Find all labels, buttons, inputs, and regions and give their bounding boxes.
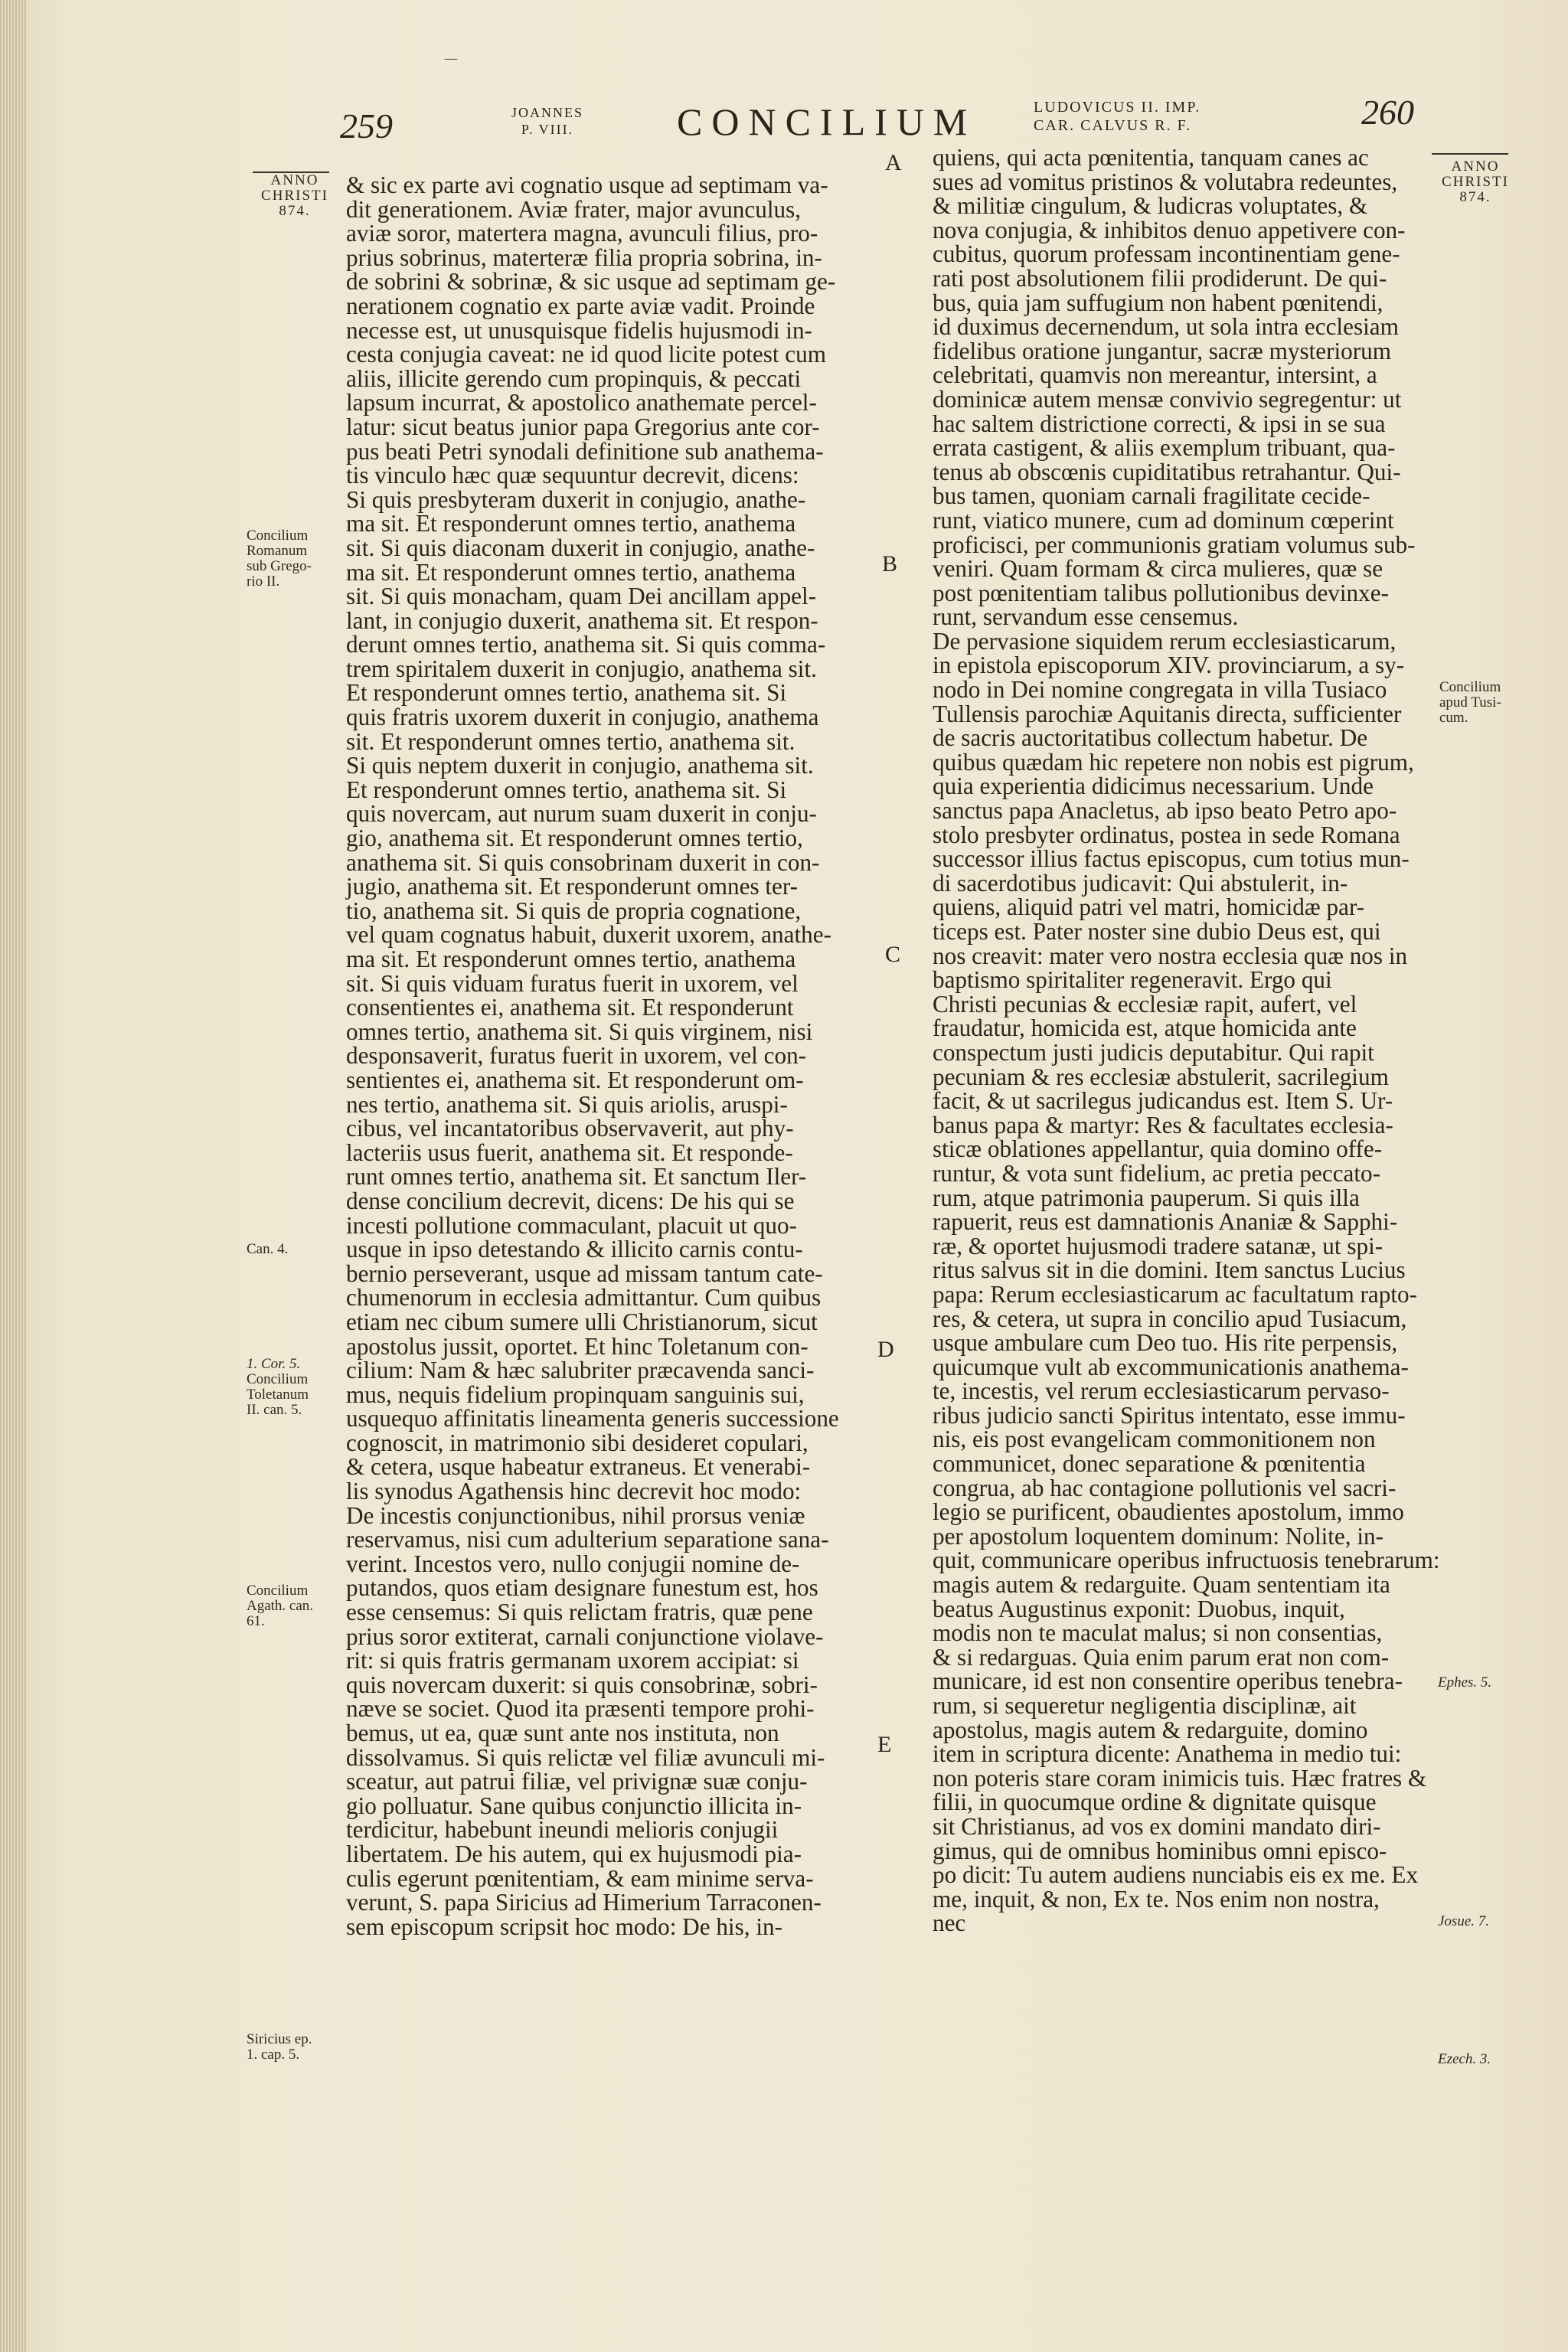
margin-note-line: Josue. 7. [1438,1913,1490,1929]
running-head-right [1034,98,1200,135]
text-line: baptismo spiritaliter regeneravit. Ergo qui [933,966,1332,994]
text-line: esse censemus: Si quis relictam fratris, quæ pene [346,1599,813,1626]
text-line: mus, nequis fidelium propinquam sanguinis sui, [346,1380,805,1408]
text-line: Tullensis parochiæ Aquitanis directa, sufficienter [933,700,1402,727]
text-line: non poteris stare coram inimicis tuis. Hæc fratres & [933,1764,1427,1792]
text-line: verint. Incestos vero, nullo conjugii nomine de- [346,1550,800,1577]
margin-year-line: ANNO [1451,158,1500,175]
text-line: ma sit. Et responderunt omnes tertio, anathema [346,558,796,586]
text-line: gio, anathema sit. Et responderunt omnes tertio, [346,825,803,852]
text-line: & si redarguas. Quia enim parum erat non com- [933,1643,1390,1671]
margin-note-line: sub Grego- [247,558,312,574]
text-line: cilium: Nam & hæc salubriter præcavenda sanci- [346,1357,815,1384]
text-line: ticeps est. Pater noster sine dubio Deus est, qui [933,918,1381,945]
text-line: municare, id est non consentire operibus tenebra- [933,1668,1403,1695]
margin-note-line: apud Tusi- [1439,694,1501,710]
text-line: quis novercam, aut nurum suam duxerit in conju- [346,800,817,828]
text-line: rapuerit, reus est damnationis Ananiæ & Sapphi- [933,1208,1398,1236]
text-line: ma sit. Et responderunt omnes tertio, anathema [346,946,796,972]
margin-note-line: 61. [247,1613,265,1629]
margin-note [1438,2052,1530,2067]
margin-year-left [253,173,337,219]
text-line: sues ad vomitus pristinos & volutabra redeuntes, [933,168,1398,195]
section-letter: A [885,150,902,175]
text-line: stolo presbyter ordinatus, postea in sede Romana [933,821,1400,848]
text-line: lant, in conjugio duxerit, anathema sit. Et respon- [346,606,818,634]
text-line: derunt omnes tertio, anathema sit. Si quis comma- [346,631,826,658]
text-line: legio se purificent, obaudientes apostolum, immo [933,1498,1404,1526]
text-line: libertatem. De his autem, qui ex hujusmodi pia- [346,1840,802,1867]
text-line: post pœnitentiam talibus pollutionibus devinxe- [933,579,1389,606]
text-line: chumenorum in ecclesia admittantur. Cum quibus [346,1284,822,1312]
running-head-left-line: JOANNES [511,105,584,120]
text-line: facit, & ut sacrilegus judicandus est. Item S. Ur- [933,1087,1393,1115]
text-line: aviæ soror, matertera magna, avunculi filius, pro- [346,220,818,247]
text-line: usque ambulare cum Deo tuo. His rite perpensis, [933,1329,1398,1357]
text-line: ma sit. Et responderunt omnes tertio, anathema [346,510,796,537]
text-line: congrua, ab hac contagione pollutionis vel sacri- [933,1474,1396,1501]
text-line: res, & cetera, ut supra in concilio apud Tusiacum, [933,1305,1407,1332]
text-line: quiens, qui acta pœnitentia, tanquam canes ac [933,144,1369,171]
text-line: desponsaverit, furatus fuerit in uxorem, vel con- [346,1042,807,1070]
text-line: & sic ex parte avi cognatio usque ad septimam va- [346,172,828,198]
text-line: quiens, aliquid patri vel matri, homicidæ par- [933,893,1365,921]
text-line: filii, in quocumque ordine & dignitate quisque [933,1788,1377,1816]
text-line: runt omnes tertio, anathema sit. Et sanctum Iler- [346,1163,807,1191]
text-line: cibus, vel incantatoribus observaverit, aut phy- [346,1115,794,1142]
text-line: vel quam cognatus habuit, duxerit uxorem, anathe- [346,921,831,949]
text-line: in epistola episcoporum XIV. provinciarum, a sy- [933,652,1405,679]
text-line: item in scriptura dicente: Anathema in medio tui: [933,1740,1402,1768]
text-line: nerationem cognatio ex parte aviæ vadit. Proinde [346,292,815,319]
text-line: prius sobrinus, materteræ filia propria sobrina, in- [346,243,822,271]
text-line: rit: si quis fratris germanam uxorem accipiat: si [346,1647,799,1674]
text-line: communicet, donec separatione & pœnitentia [933,1450,1366,1478]
text-line: usquequo affinitatis lineamenta generis successione [346,1405,839,1432]
margin-year-line: CHRISTI [261,188,328,204]
text-line: sceatur, aut patrui filiæ, vel privignæ suæ conju- [346,1768,808,1795]
text-line: quit, communicare operibus infructuosis tenebrarum: [933,1547,1440,1574]
text-line: runtur, & vota sunt fidelium, ac pretia peccato- [933,1159,1381,1187]
text-line: culis egerunt pœnitentiam, & eam minime serva- [346,1864,814,1892]
section-letter: C [885,942,901,967]
text-line: gio polluatur. Sane quibus conjunctio illicita in- [346,1792,802,1819]
text-line: nova conjugia, & inhibitos denuo appetivere con- [933,216,1406,243]
text-line: bus, quia jam suffugium non habent pœnitendi, [933,289,1383,316]
text-line: trem spiritalem duxerit in conjugio, anathema sit. [346,655,817,682]
text-line: de sobrini & sobrinæ, & sic usque ad septimam ge- [346,268,836,296]
text-line: Si quis neptem duxerit in conjugio, anathema sit. [346,752,814,779]
text-line: sanctus papa Anacletus, ab ipso beato Petro apo- [933,797,1397,825]
text-line: De incestis conjunctionibus, nihil prorsus veniæ [346,1501,805,1529]
text-line: consentientes ei, anathema sit. Et responderunt [346,994,794,1021]
text-line: cognoscit, in matrimonio sibi desideret copulari, [346,1429,808,1456]
text-line: rum, si sequeretur negligentia disciplinæ, ait [933,1692,1357,1719]
text-line: dissolvamus. Si quis relictæ vel filiæ avunculi mi- [346,1743,825,1771]
text-line: sticæ oblationes appellantur, quia domino offe- [933,1135,1383,1163]
page-edge [0,0,26,2352]
text-line: tio, anathema sit. Si quis de propria cognatione, [346,897,802,924]
text-line: bemus, ut ea, quæ sunt ante nos instituta, non [346,1720,779,1746]
text-line: de sacris auctoritatibus collectum habetur. De [933,724,1368,752]
text-line: ræ, & oportet hujusmodi tradere satanæ, ut spi- [933,1232,1383,1259]
margin-note-line: Concilium [1439,679,1501,695]
text-line: me, inquit, & non, Ex te. Nos enim non nostra, [933,1885,1380,1913]
text-line: terdicitur, habebunt ineundi melioris conjugii [346,1816,779,1844]
margin-note-line: 1. cap. 5. [247,2047,300,2063]
margin-year-line: 874. [279,203,311,219]
text-line: pus beati Petri synodali definitione sub anathema- [346,437,824,465]
text-line: omnes tertio, anathema sit. Si quis virginem, nisi [346,1018,813,1045]
text-line: nodo in Dei nomine congregata in villa Tusiaco [933,676,1387,704]
margin-year-line: ANNO [270,172,319,188]
text-line: dominicæ autem mensæ convivio segregentur: ut [933,385,1402,413]
text-line: ribus judicio sancti Spiritus intentato, esse immu- [933,1401,1406,1429]
text-line: quia experientia didicimus necessarium. Unde [933,773,1374,800]
margin-note-line: rio II. [247,573,280,590]
text-line: runt, viatico munere, cum ad dominum cœperint [933,506,1394,534]
text-line: nos creavit: mater vero nostra ecclesia quæ nos in [933,942,1408,969]
page-number-left: 259 [340,106,393,145]
text-line: næve se societ. Quod ita præsenti tempore prohi- [346,1695,815,1723]
text-line: gimus, qui de omnibus hominibus omni episco- [933,1837,1387,1864]
text-line: incesti pollutione commaculant, placuit ut quo- [346,1211,797,1239]
margin-note-line: Can. 4. [247,1241,289,1257]
margin-note [247,1372,338,1418]
text-line: quis novercam duxerit: si quis consobrinæ, sobri- [346,1671,818,1698]
text-line: successor illius factus episcopus, cum totius mun- [933,845,1410,873]
text-line: ritus salvus sit in die domini. Item sanctus Lucius [933,1256,1406,1284]
text-line: latur: sicut beatus junior papa Gregorius ante cor- [346,413,820,440]
margin-note [247,1357,338,1372]
text-line: quibus quædam hic repetere non nobis est pigrum, [933,748,1414,776]
text-line: runt, servandum esse censemus. [933,603,1239,631]
text-line: rum, atque patrimonia pauperum. Si quis illa [933,1184,1360,1211]
text-line: lapsum incurrat, & apostolico anathemate percel- [346,389,817,416]
running-head-left [511,104,583,138]
text-line: aliis, illicite gerendo cum propinquis, & peccati [346,364,802,392]
text-line: sit. Si quis viduam furatus fuerit in uxorem, vel [346,969,799,997]
margin-note-line: Agath. can. [247,1598,314,1614]
text-line: bernio perseverant, usque ad missam tantum cate- [346,1259,823,1287]
text-line: tenus ab obscœnis cupiditatibus retrahantur. Qui- [933,458,1401,485]
margin-year-line: CHRISTI [1442,174,1509,190]
text-line: Et responderunt omnes tertio, anathema sit. Si [346,776,787,803]
text-line: dit generationem. Aviæ frater, major avunculus, [346,195,802,223]
text-line: apostolus jussit, oportet. Et hinc Toletanum con- [346,1332,808,1360]
text-line: De pervasione siquidem rerum ecclesiasticarum, [933,627,1396,655]
margin-note-line: Concilium [247,1583,309,1599]
text-column-right [933,145,1461,1936]
margin-note-line: Toletanum [247,1387,309,1403]
margin-year-line: 874. [1459,189,1491,205]
text-line: beatus Augustinus exponit: Duobus, inquit, [933,1595,1345,1622]
text-line: fraudatur, homicida est, atque homicida ante [933,1014,1357,1042]
text-line: banus papa & martyr: Res & facultates ecclesia- [933,1111,1393,1138]
text-line: prius soror extiterat, carnali conjunctione violave- [346,1622,824,1650]
text-line: dense concilium decrevit, dicens: De his qui se [346,1187,795,1214]
text-line: po dicit: Tu autem audiens nunciabis eis ex me. Ex [933,1861,1419,1889]
text-line: cesta conjugia caveat: ne id quod licite potest cum [346,341,826,368]
text-line: papa: Rerum ecclesiasticarum ac facultatum rapto- [933,1280,1417,1308]
text-line: nec [933,1909,966,1937]
text-line: tis vinculo hæc quæ sequuntur decrevit, dicens: [346,462,799,489]
text-line: & cetera, usque habeatur extraneus. Et venerabi- [346,1453,811,1481]
text-line: pecuniam & res ecclesiæ abstulerit, sacrilegium [933,1063,1389,1090]
text-line: veniri. Quam formam & circa mulieres, quæ se [933,555,1383,583]
text-line: etiam nec cibum sumere ulli Christianorum, sicut [346,1308,818,1335]
text-line: Christi pecunias & ecclesiæ rapit, aufert, vel [933,990,1357,1018]
text-line: sit. Et responderunt omnes tertio, anathema sit. [346,727,795,755]
text-line: Et responderunt omnes tertio, anathema sit. Si [346,679,787,707]
text-line: fidelibus oratione jungantur, sacræ mysteriorum [933,337,1391,364]
running-head-right-line: CAR. CALVUS R. F. [1034,117,1192,134]
text-line: celebritati, quamvis non mereantur, intersint, a [933,361,1377,389]
text-line: magis autem & redarguite. Quam sententiam ita [933,1571,1390,1599]
margin-note-line: Concilium [247,528,309,544]
text-line: apostolus, magis autem & redarguite, domino [933,1716,1368,1743]
text-line: quis fratris uxorem duxerit in conjugio, anathema [346,704,819,731]
text-line: Si quis presbyteram duxerit in conjugio, anathe- [346,485,806,513]
margin-note-line: Siricius ep. [247,2031,312,2047]
text-line: sit Christianus, ad vos ex domini mandato diri- [933,1812,1381,1840]
text-line: bus tamen, quoniam carnali fragilitate cecide- [933,482,1370,510]
running-head-left-line: P. VIII. [521,122,574,137]
text-line: per apostolum loquentem dominum: Nolite, in- [933,1522,1384,1550]
text-column-left [346,173,874,1939]
margin-note [247,1583,338,1629]
text-line: di sacerdotibus judicavit: Qui abstulerit, in- [933,869,1348,897]
page-number-right: 260 [1361,93,1414,132]
text-line: reservamus, nisi cum adulterium separatione sana- [346,1526,829,1553]
text-line: errata castigent, & aliis exemplum tribuant, qua- [933,434,1396,462]
text-line: necesse est, ut unusquisque fidelis hujusmodi in- [346,316,812,344]
text-line: conspectum justi judicis deputabitur. Qui rapit [933,1038,1374,1066]
text-line: sit. Si quis diaconam duxerit in conjugio, anathe- [346,534,815,561]
text-line: lis synodus Agathensis hinc decrevit hoc modo: [346,1478,802,1505]
margin-note-line: Concilium [247,1371,309,1387]
text-line: lacteriis usus fuerit, anathema sit. Et responde- [346,1138,793,1166]
section-letter: B [882,551,898,577]
text-line: jugio, anathema sit. Et responderunt omnes ter- [346,873,799,900]
text-line: hac saltem districtione correcti, & ipsi in se sua [933,410,1386,437]
margin-note [247,528,338,590]
page-mark: — [444,51,458,67]
text-line: sem episcopum scripsit hoc modo: De his, in- [346,1913,782,1940]
text-line: te, incestis, vel rerum ecclesiasticarum pervaso- [933,1377,1390,1405]
page-title: CONCILIUM [677,100,977,143]
margin-note-line: II. can. 5. [247,1402,302,1418]
running-head-right-line: LUDOVICUS II. IMP. [1034,99,1201,116]
text-line: putandos, quos etiam designare funestum est, hos [346,1574,818,1602]
text-line: & militiæ cingulum, & ludicras voluptates, & [933,192,1368,220]
margin-note-line: cum. [1439,710,1468,726]
margin-note-line: 1. Cor. 5. [247,1356,301,1372]
margin-note-line: Ephes. 5. [1438,1674,1492,1690]
text-line: proficisci, per communionis gratiam volumus sub- [933,531,1416,558]
text-line: nis, eis post evangelicam commonitionem non [933,1426,1376,1453]
text-line: usque in ipso detestando & illicito carnis contu- [346,1236,803,1263]
text-line: quicumque vult ab excommunicationis anathema- [933,1353,1409,1380]
section-letter: D [877,1337,894,1362]
margin-note [247,2032,338,2063]
margin-note-line: Romanum [247,543,308,559]
text-line: nes tertio, anathema sit. Si quis ariolis, aruspi- [346,1090,788,1118]
text-line: verunt, S. papa Siricius ad Himerium Tarraconen- [346,1889,822,1916]
text-line: rati post absolutionem filii prodiderunt. De qui- [933,264,1387,292]
text-line: modis non te maculat malus; si non consentias, [933,1619,1383,1647]
text-line: anathema sit. Si quis consobrinam duxerit in con- [346,848,820,876]
text-line: sit. Si quis monacham, quam Dei ancillam appel- [346,583,817,610]
text-line: sentientes ei, anathema sit. Et responderunt om- [346,1066,804,1093]
text-line: id duximus decernendum, ut sola intra ecclesiam [933,313,1399,341]
section-letter: E [877,1732,892,1757]
margin-note [247,1242,338,1257]
margin-note-line: Ezech. 3. [1438,2051,1491,2067]
text-line: cubitus, quorum professam incontinentiam gene- [933,240,1400,268]
